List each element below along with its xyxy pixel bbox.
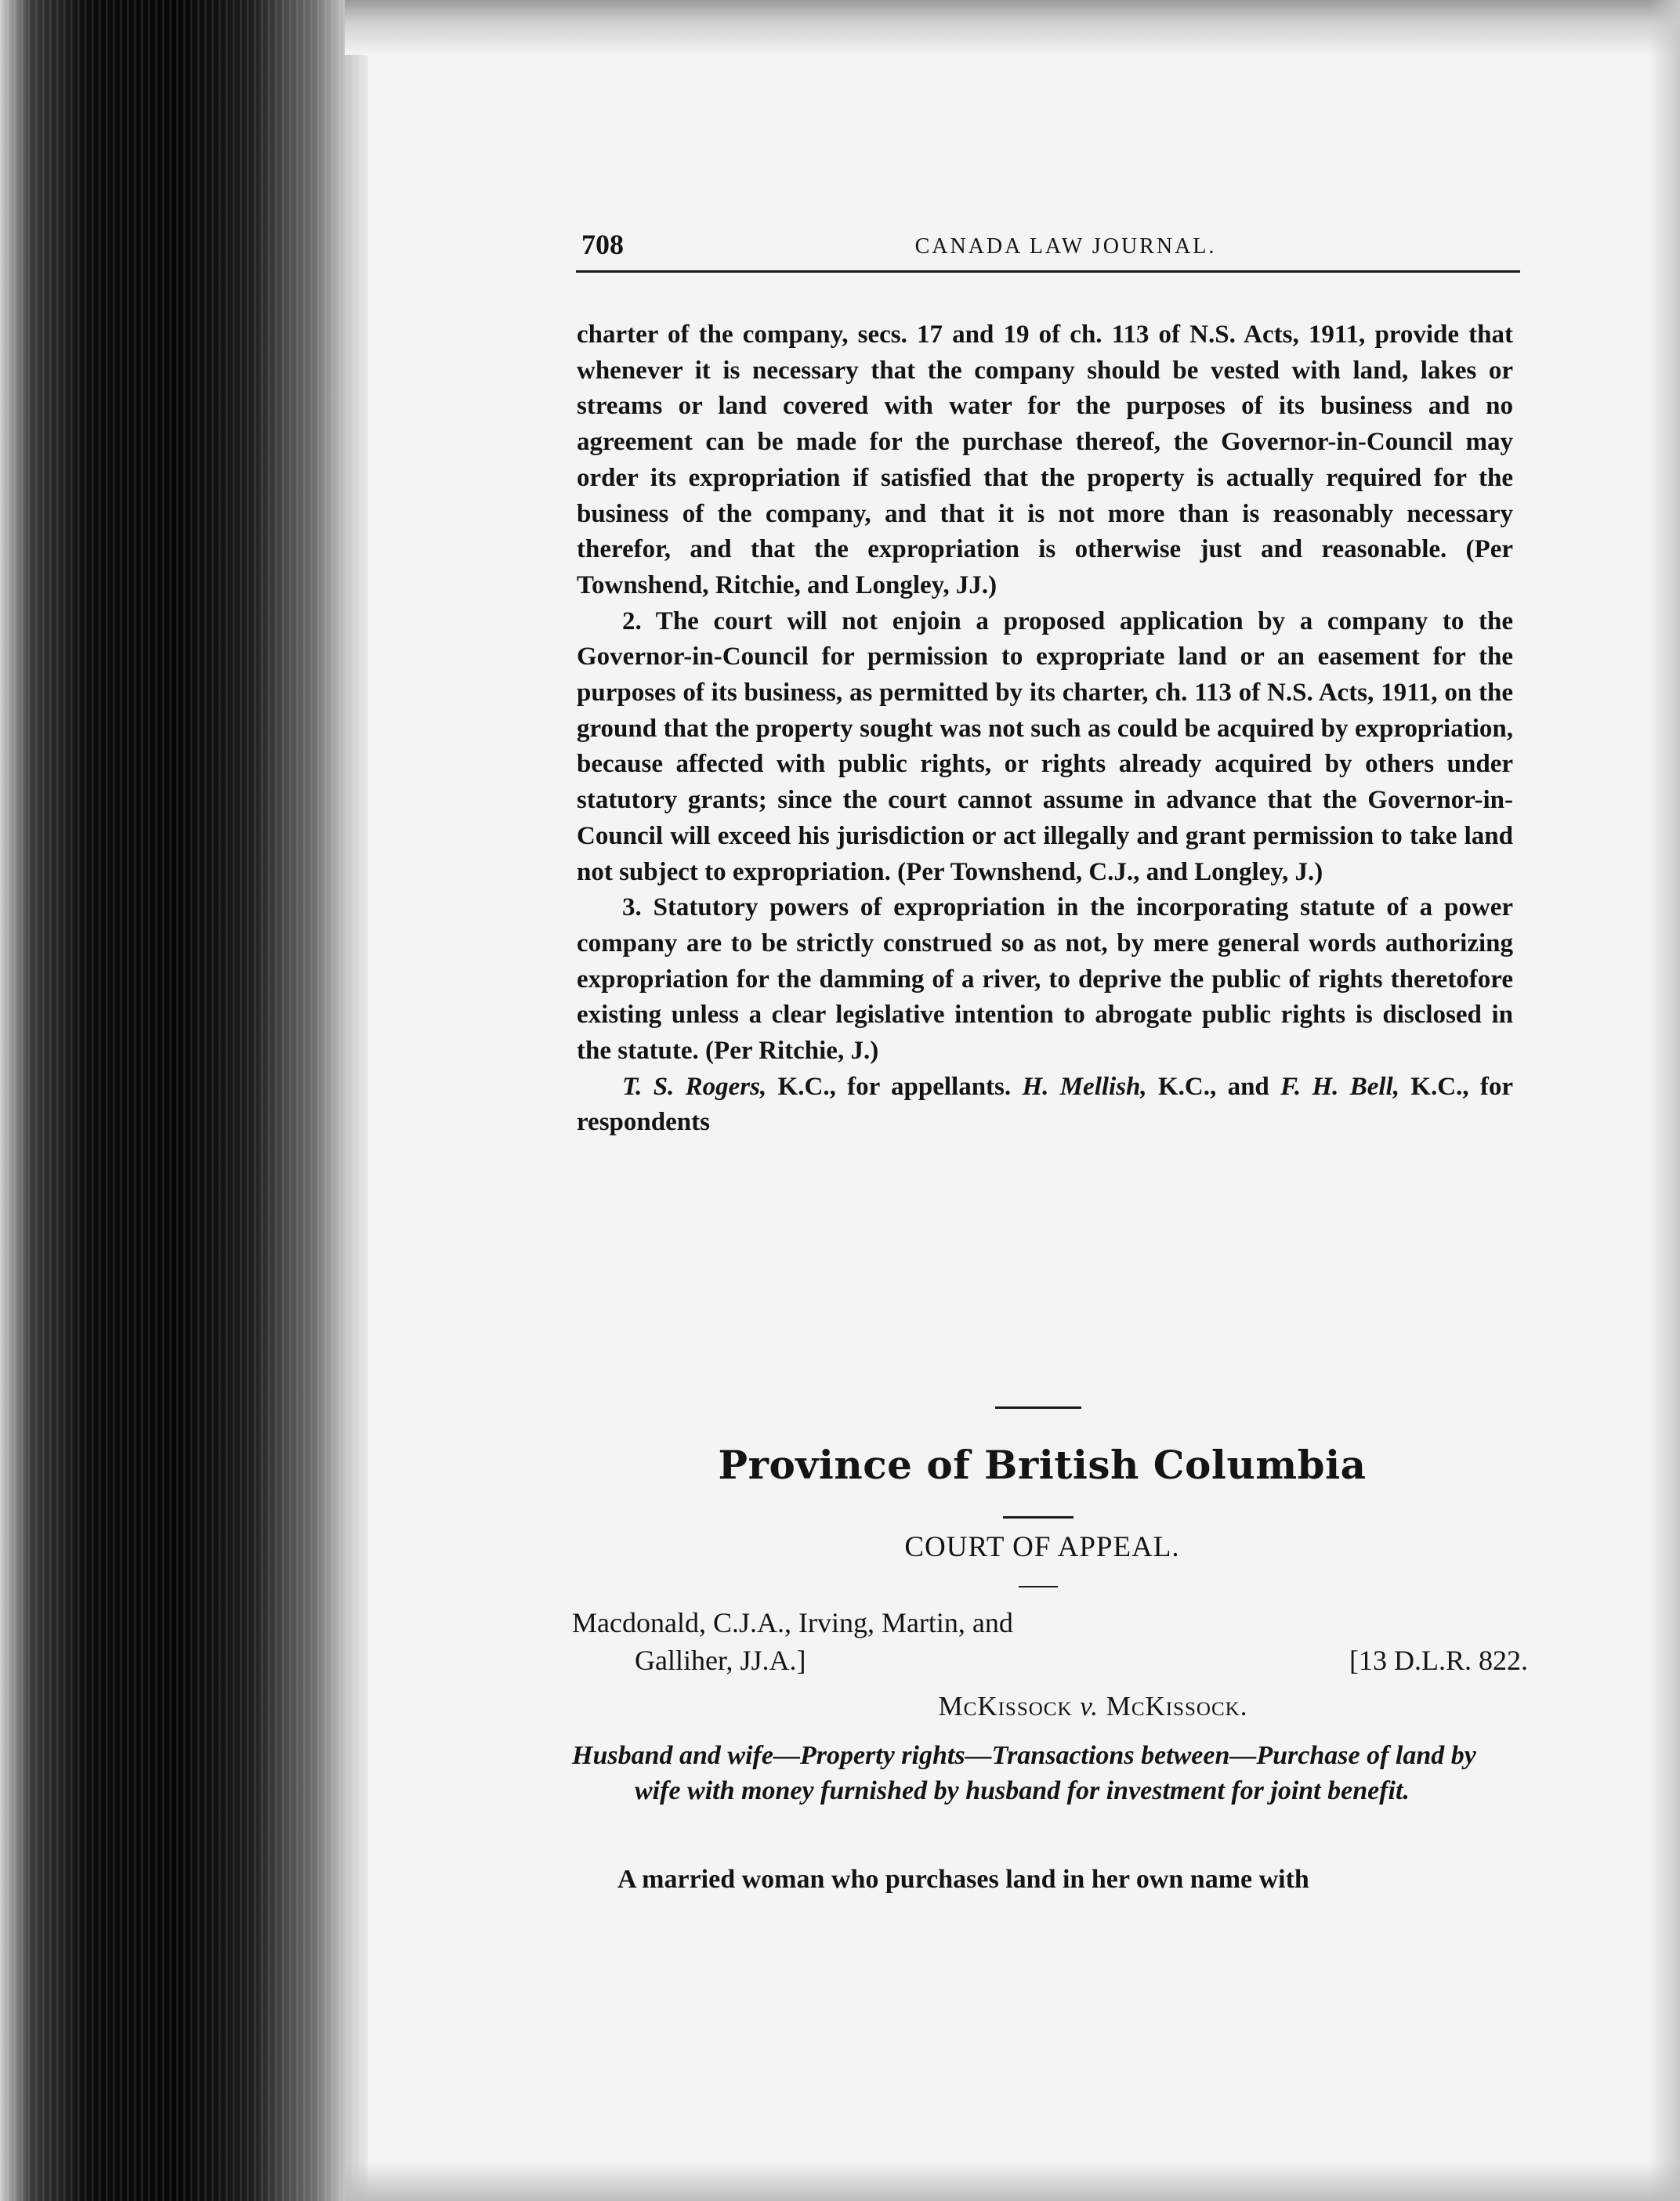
- case-summary: A married woman who purchases land in her own name with: [617, 1865, 1309, 1894]
- judges-line-2-row: [572, 1642, 1528, 1679]
- counsel-text-3: K.C., for respondents: [577, 1072, 1514, 1137]
- court-heading: COURT OF APPEAL.: [904, 1531, 1180, 1563]
- running-head: CANADA LAW JOURNAL.: [914, 234, 1217, 259]
- counsel-name-1: T. S. Rogers,: [622, 1072, 767, 1101]
- page-number: 708: [581, 229, 624, 260]
- counsel-name-3: F. H. Bell,: [1280, 1072, 1399, 1101]
- judges-block: [572, 1604, 1528, 1679]
- judges-line-1: Macdonald, C.J.A., Irving, Martin, and: [572, 1607, 1013, 1638]
- judges-line-2: Galliher, JJ.A.]: [635, 1645, 806, 1676]
- counsel-text-1: K.C., for appellants.: [766, 1072, 1023, 1101]
- counsel-name-2: H. Mellish,: [1022, 1072, 1147, 1101]
- province-underline: [1003, 1516, 1074, 1519]
- case-headnote: Husband and wife—Property rights—Transactions between—Purchase of land by wife with money furnished by husband for investment for joint benefit.: [572, 1741, 1476, 1805]
- case-versus: v.: [1072, 1691, 1106, 1721]
- section-block: [572, 0, 1528, 2201]
- counsel-text-2: K.C., and: [1146, 1072, 1281, 1101]
- case-name: [572, 1691, 1512, 1722]
- case-party-2: McKissock.: [1106, 1691, 1248, 1721]
- section-divider: [995, 1406, 1081, 1409]
- paragraph-2: 2. The court will not enjoin a proposed application by a company to the Governor-in-Council for permission to expropriate land or an easement for the purposes of its business, as permitted by its charter, ch. 113 of N.S. Acts, 1911, on the ground that the property sought was not such as could be acquired by expropriation, because affected with public rights, or rights already acquired by others under statutory grants; since the court cannot assume in advance that the Governor-in-Council will exceed his jurisdiction or act illegally and grant permission to take land not subject to expropriation. (Per Townshend, C.J., and Longley, J.): [577, 606, 1513, 886]
- paragraph-1: charter of the company, secs. 17 and 19 of ch. 113 of N.S. Acts, 1911, provide that whenever it is necessary that the company should be vested with land, lakes or streams or land covered with water for the purposes of its business and no agreement can be made for the purchase thereof, the Governor-in-Council may order its expropriation if satisfied that the property is actually required for the business of the company, and that it is not more than is reasonably necessary therefor, and that the expropriation is otherwise just and reasonable. (Per Townshend, Ritchie, and Longley, JJ.): [577, 320, 1513, 599]
- paragraph-3: 3. Statutory powers of expropriation in the incorporating statute of a power company are to be strictly construed so as not, by mere general words authorizing expropriation for the damming of a river, to deprive the public of rights theretofore existing unless a clear legislative intention to abrogate public rights is disclosed in the statute. (Per Ritchie, J.): [577, 893, 1513, 1066]
- case-party-1: McKissock: [938, 1691, 1073, 1721]
- citation: [13 D.L.R. 822.: [1349, 1645, 1528, 1676]
- province-heading: Province of British Columbia: [718, 1442, 1367, 1488]
- court-underline: [1019, 1586, 1058, 1587]
